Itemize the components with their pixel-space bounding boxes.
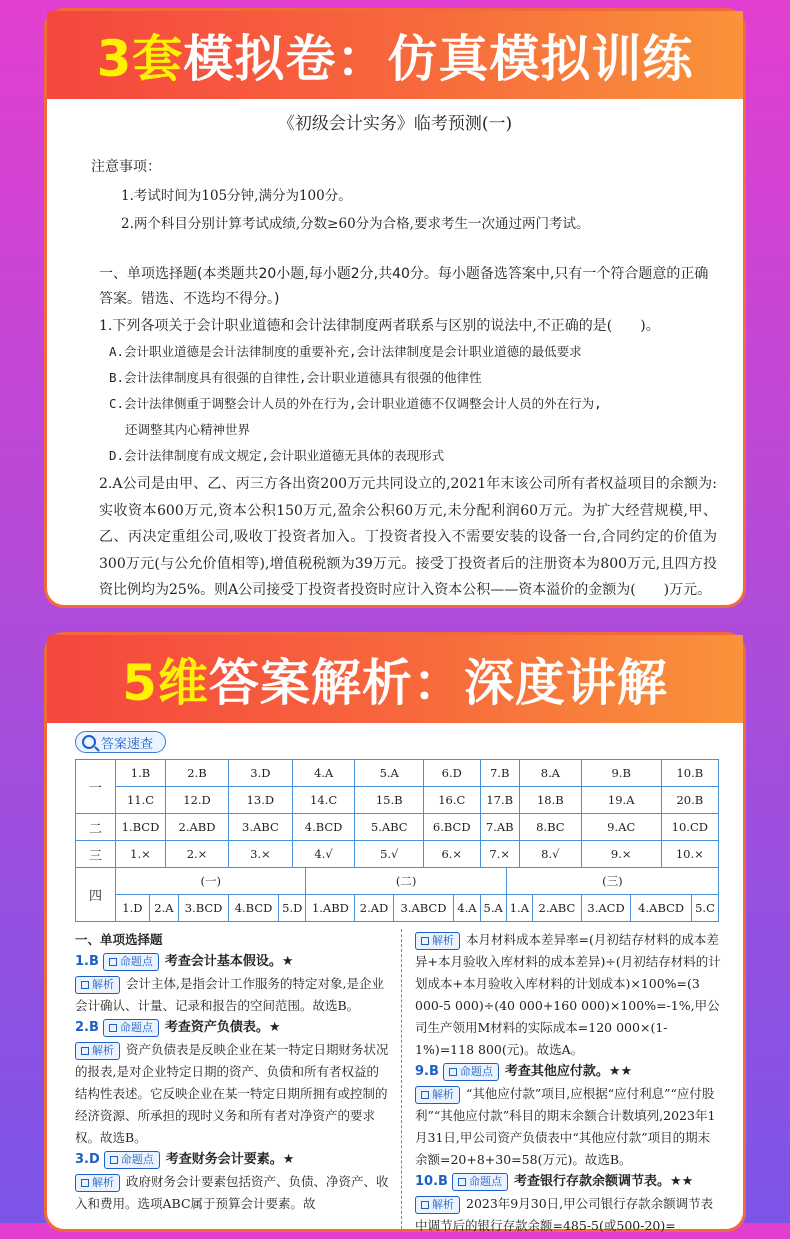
- answer-analysis-card: [44, 632, 746, 1232]
- group-header: (二): [306, 868, 506, 895]
- point-tag: 命题点: [452, 1173, 508, 1191]
- question-1-stem: 1.下列各项关于会计职业道德和会计法律制度两者联系与区别的说法中,不正确的是( )。: [99, 318, 660, 334]
- analysis-tag: 解析: [415, 932, 460, 950]
- answer-cell: 1.×: [116, 841, 166, 868]
- question-1-option-d: D.会计法律制度有成文规定,会计职业道德无具体的表现形式: [109, 448, 445, 463]
- analysis-tag: 解析: [415, 1196, 460, 1214]
- answer-cell: 8.BC: [519, 814, 581, 841]
- box-icon: [449, 1068, 457, 1076]
- answer-cell: 1.B: [116, 760, 166, 787]
- answer-cell: 2.B: [165, 760, 228, 787]
- answer-table: [75, 759, 719, 922]
- analysis-tag: 解析: [75, 1042, 120, 1060]
- point-tag: 命题点: [443, 1063, 499, 1081]
- answer-cell: 1.D: [116, 895, 150, 922]
- banner-text: 模拟卷：仿真模拟训练: [183, 30, 694, 88]
- answer-cell: 3.D: [229, 760, 293, 787]
- answer-cell: 10.×: [661, 841, 718, 868]
- solution-1-analysis: 解析 会计主体,是指会计工作服务的特定对象,是企业会计确认、计量、记录和报告的空间范围。故选B。: [75, 976, 384, 1013]
- q1-point: 考查会计基本假设。★: [164, 954, 294, 969]
- row-label: 三: [76, 841, 116, 868]
- answer-cell: 12.D: [165, 787, 228, 814]
- answer-cell: 16.C: [423, 787, 480, 814]
- answer-cell: 1.BCD: [116, 814, 166, 841]
- answer-cell: 5.ABC: [355, 814, 424, 841]
- answer-cell: 1.ABD: [306, 895, 355, 922]
- box-icon: [421, 1201, 429, 1209]
- solution-2-header: [75, 1017, 391, 1039]
- q1-number: 1.B: [75, 954, 99, 969]
- answer-cell: 3.ABCD: [393, 895, 454, 922]
- question-1-option-a: A.会计职业道德是会计法律制度的重要补充,会计法律制度是会计职业道德的最低要求: [109, 344, 582, 359]
- answer-cell: 7.AB: [480, 814, 519, 841]
- row-label: 四: [76, 868, 116, 922]
- q9-point: 考查其他应付款。★★: [504, 1064, 633, 1079]
- answer-cell: 13.D: [229, 787, 293, 814]
- solution-9-analysis: 解析 “其他应付款”项目,应根据“应付利息”“应付股利”“其他应付款”科目的期末余额合计数填列,2023年1月31日,甲公司资产负债表中“其他应付款”项目的期末余额=20+8+30=58(万元)。故选B。: [415, 1086, 716, 1167]
- solution-1-header: [75, 951, 391, 973]
- solutions-heading: 一、单项选择题: [75, 932, 163, 947]
- answer-cell: 6.D: [423, 760, 480, 787]
- solution-2-analysis: 解析 资产负债表是反映企业在某一特定日期财务状况的报表,是对企业特定日期的资产、负债和所有者权益的结构性表述。它反映企业在某一特定日期所拥有或控制的经济资源、所承担的现时义务和所有者对净资产的要求权。故选B。: [75, 1042, 389, 1145]
- answer-cell: 3.BCD: [179, 895, 229, 922]
- question-2: 2.A公司是由甲、乙、丙三方各出资200万元共同设立的,2021年末该公司所有者权益项目的余额为:实收资本600万元,资本公积150万元,盈余公积60万元,未分配利润60万元。为扩大经营规模,甲、乙、丙决定重组公司,吸收丁投资者加入。丁投资者投入不需要安装的设备一台,合同约定的价值为300万元(与公允价值相等),增值税税额为39万元。接受丁投资者后的注册资本为800万元,且四方投资比例均为25%。则A公司接受丁投资者投资时应计入资本公积——资本溢价的金额为( )万元。: [99, 476, 717, 598]
- answer-cell: 2.ABD: [165, 814, 228, 841]
- answer-cell: 8.A: [519, 760, 581, 787]
- answer-cell: 3.×: [229, 841, 293, 868]
- banner2-text: 答案解析：深度讲解: [208, 654, 668, 712]
- q3-point: 考查财务会计要素。★: [165, 1152, 295, 1167]
- practice-banner: [47, 11, 743, 99]
- solution-3-header: [75, 1149, 391, 1171]
- point-tag: 命题点: [103, 953, 159, 971]
- group-header: (一): [116, 868, 306, 895]
- answer-cell: 5.A: [355, 760, 424, 787]
- quick-check-label: 答案速查: [101, 736, 154, 752]
- solution-3-analysis: 解析 政府财务会计要素包括资产、负债、净资产、收入和费用。选项ABC属于预算会计要素。故: [75, 1174, 389, 1211]
- answer-cell: 15.B: [355, 787, 424, 814]
- banner-highlight: 3套: [96, 30, 184, 88]
- q10-point: 考查银行存款余额调节表。★★: [513, 1174, 694, 1189]
- answer-cell: 5.√: [355, 841, 424, 868]
- question-1-option-b: B.会计法律制度具有很强的自律性,会计职业道德具有很强的他律性: [109, 370, 482, 385]
- box-icon: [81, 1047, 89, 1055]
- column-divider: [401, 929, 402, 1239]
- solution-10-analysis: 解析 2023年9月30日,甲公司银行存款余额调节表中调节后的银行存款余额=485-5(或500-20)=: [415, 1196, 714, 1233]
- answer-cell: 18.B: [519, 787, 581, 814]
- answer-cell: 5.D: [279, 895, 306, 922]
- q2-point: 考查资产负债表。★: [164, 1020, 281, 1035]
- answer-cell: 10.CD: [661, 814, 718, 841]
- answer-cell: 4.√: [292, 841, 355, 868]
- box-icon: [81, 1179, 89, 1187]
- solutions-left: [75, 929, 391, 1215]
- box-icon: [110, 1156, 118, 1164]
- answer-cell: 2.×: [165, 841, 228, 868]
- answer-cell: 11.C: [116, 787, 166, 814]
- answer-cell: 20.B: [661, 787, 718, 814]
- q2-number: 2.B: [75, 1020, 99, 1035]
- row-label: 二: [76, 814, 116, 841]
- answer-cell: 9.B: [581, 760, 661, 787]
- answer-cell: 4.BCD: [229, 895, 279, 922]
- answer-cell: 6.BCD: [423, 814, 480, 841]
- answer-cell: 9.×: [581, 841, 661, 868]
- answer-cell: 19.A: [581, 787, 661, 814]
- note-line-2: 2.两个科目分别计算考试成绩,分数≥60分为合格,要求考生一次通过两门考试。: [121, 216, 590, 232]
- notes-heading: 注意事项：: [91, 159, 161, 175]
- box-icon: [421, 1091, 429, 1099]
- group-header: (三): [506, 868, 718, 895]
- box-icon: [421, 937, 429, 945]
- solution-8-analysis: 解析 本月材料成本差异率=(月初结存材料的成本差异+本月验收入库材料的成本差异)÷(月初结存材料的计划成本+本月验收入库材料的计划成本)×100%=(3 000-5 000)÷(40 000+160 000)×100%=-1%,甲公司生产领用M材料的实际成本=120 000×(1-1%)=118 800(元)。故选A。: [415, 932, 721, 1057]
- answer-cell: 4.BCD: [292, 814, 355, 841]
- row-label: 一: [76, 760, 116, 814]
- solutions-right: [415, 929, 721, 1237]
- answer-cell: 4.A: [454, 895, 480, 922]
- box-icon: [109, 1024, 117, 1032]
- q9-number: 9.B: [415, 1064, 439, 1079]
- answer-banner: [47, 635, 743, 723]
- answer-cell: 2.A: [149, 895, 178, 922]
- solution-9-header: [415, 1061, 721, 1083]
- answer-cell: 3.ABC: [229, 814, 293, 841]
- q10-number: 10.B: [415, 1174, 448, 1189]
- answer-cell: 4.ABCD: [631, 895, 692, 922]
- answer-cell: 14.C: [292, 787, 355, 814]
- point-tag: 命题点: [104, 1151, 160, 1169]
- point-tag: 命题点: [103, 1019, 159, 1037]
- answer-cell: 8.√: [519, 841, 581, 868]
- banner2-highlight: 5维: [122, 654, 209, 712]
- answer-cell: 7.×: [480, 841, 519, 868]
- practice-paper-card: [44, 8, 746, 608]
- analysis-tag: 解析: [75, 1174, 120, 1192]
- box-icon: [109, 958, 117, 966]
- box-icon: [458, 1178, 466, 1186]
- analysis-tag: 解析: [415, 1086, 460, 1104]
- analysis-tag: 解析: [75, 976, 120, 994]
- answer-cell: 5.A: [480, 895, 506, 922]
- answer-cell: 1.A: [506, 895, 532, 922]
- answer-cell: 10.B: [661, 760, 718, 787]
- answer-cell: 7.B: [480, 760, 519, 787]
- box-icon: [81, 981, 89, 989]
- doc-title: 《初级会计实务》临考预测(一): [277, 114, 513, 134]
- answer-cell: 4.A: [292, 760, 355, 787]
- answer-cell: 17.B: [480, 787, 519, 814]
- question-1-option-c-cont: 还调整其内心精神世界: [125, 422, 251, 437]
- quick-check-pill: [75, 731, 166, 753]
- answer-cell: 2.AD: [355, 895, 393, 922]
- answer-cell: 6.×: [423, 841, 480, 868]
- question-1-option-c: C.会计法律侧重于调整会计人员的外在行为,会计职业道德不仅调整会计人员的外在行为,: [109, 396, 602, 411]
- answer-cell: 9.AC: [581, 814, 661, 841]
- q3-number: 3.D: [75, 1152, 100, 1167]
- answer-cell: 3.ACD: [581, 895, 631, 922]
- solution-10-header: [415, 1171, 721, 1193]
- answer-cell: 5.C: [692, 895, 719, 922]
- section-heading: 一、单项选择题(本类题共20小题,每小题2分,共40分。每小题备选答案中,只有一个符合题意的正确答案。错选、不选均不得分。): [99, 266, 709, 307]
- note-line-1: 1.考试时间为105分钟,满分为100分。: [121, 188, 352, 204]
- magnifier-icon: [82, 735, 96, 749]
- answer-cell: 2.ABC: [532, 895, 581, 922]
